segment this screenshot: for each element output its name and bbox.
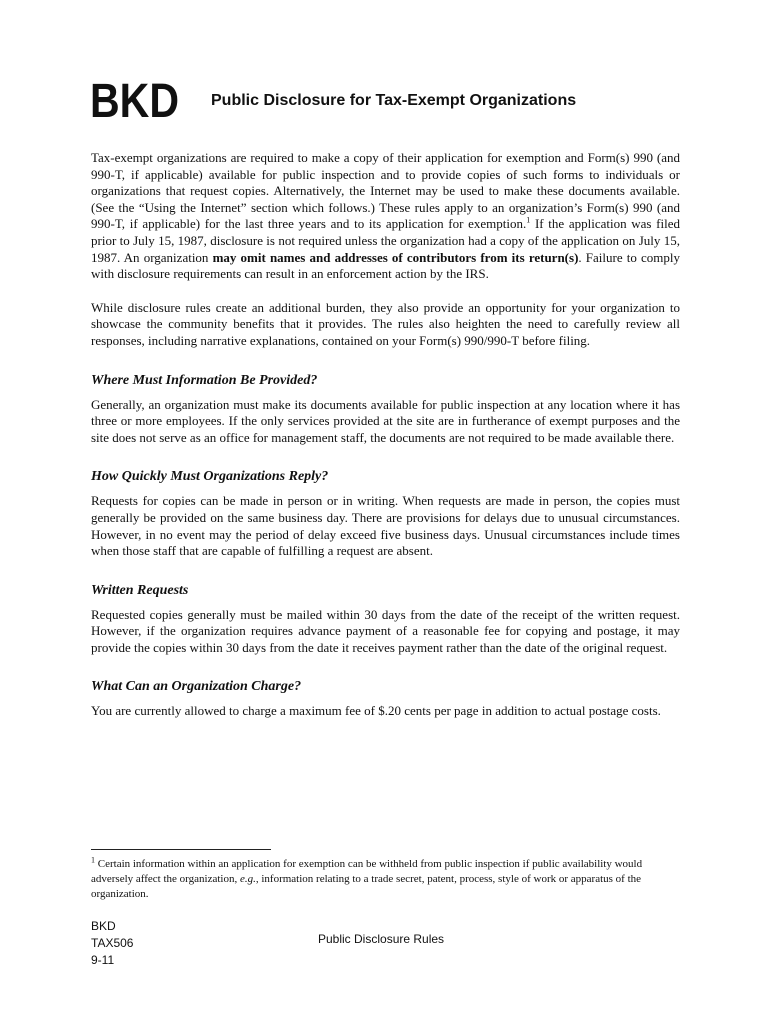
logo-text: BKD [90,75,179,128]
intro-bold-text: may omit names and addresses of contributors from its return(s) [212,249,579,265]
intro-paragraph-2: While disclosure rules create an additional burden, they also provide an opportunity for your organization to showcase the community benefits that it provides. The rules also heighten the need to carefully review all responses, including narrative explanations, contained on your Form(s) 990/990-T before filing. [91,299,680,348]
document-body [91,150,680,720]
footnote-italic: e.g. [239,873,256,885]
section-heading: How Quickly Must Organizations Reply? [91,469,329,485]
section-heading: What Can an Organization Charge? [91,679,302,695]
footnote-text-a: Certain information within an application for exemption can be withheld from public inspection if public availability would adversely affect the organization, [91,858,643,885]
intro-text-b: If the application was filed prior to July 15, 1987, disclosure is not required unless the organization had a copy of the application on July 15, 1987. An organization [91,216,680,265]
section-text: Requests for copies can be made in person or in writing. When requests are made in person, the copies must generally be provided on the same business day. There are provisions for delays due to unusual circumstances. However, in no event may the period of delay exceed five business days. Unusual circumstances include times when those staff that are capable of fulfilling a request are absent. [91,493,680,559]
section-heading: Where Must Information Be Provided? [91,372,318,388]
intro-text-a: Tax-exempt organizations are required to make a copy of their application for exemption and Form(s) 990 (and 990-T, if applicable) available for public inspection and to provide copies of such forms to individuals or organizations that request copies. Alternatively, the Internet may be used to make these documents available. (See the “Using the Internet” section which follows.) These rules apply to an organization’s Form(s) 990 (and 990-T, if applicable) for the last three years and to its application for exemption. [91,150,680,232]
intro-paragraph-1 [91,150,680,283]
footnote-ref: 1 [526,216,531,226]
footer-company: BKD [91,919,116,933]
footnote [91,857,680,902]
footer-code: TAX506 [91,936,134,950]
page-title: Public Disclosure for Tax-Exempt Organizations [211,92,577,109]
bkd-logo [90,75,179,128]
footnote-text-b: , information relating to a trade secret, patent, process, style of work or apparatus of the organization. [91,873,642,900]
section-text: You are currently allowed to charge a maximum fee of $.20 cents per page in addition to actual postage costs. [91,703,661,719]
intro-text-c: . Failure to comply with disclosure requirements can result in an enforcement action by the IRS. [91,249,680,282]
section-text: Generally, an organization must make its documents available for public inspection at any location where it has three or more employees. If the only services provided at the site are in furtherance of exempt purposes and the site does not serve as an office for management staff, the documents are not required to be made available there. [91,396,680,445]
section-text: Requested copies generally must be mailed within 30 days from the date of the receipt of the written request. However, if the organization requires advance payment of a reasonable fee for copying and postage, it may provide the copies within 30 days from the date it receives payment rather than the date of the original request. [91,606,680,655]
section-heading: Written Requests [91,582,189,598]
footnote-divider [91,849,271,850]
footer-title: Public Disclosure Rules [318,932,445,946]
footer-date: 9-11 [91,953,115,967]
footer-left [91,918,133,969]
footnote-number: 1 [91,855,95,865]
